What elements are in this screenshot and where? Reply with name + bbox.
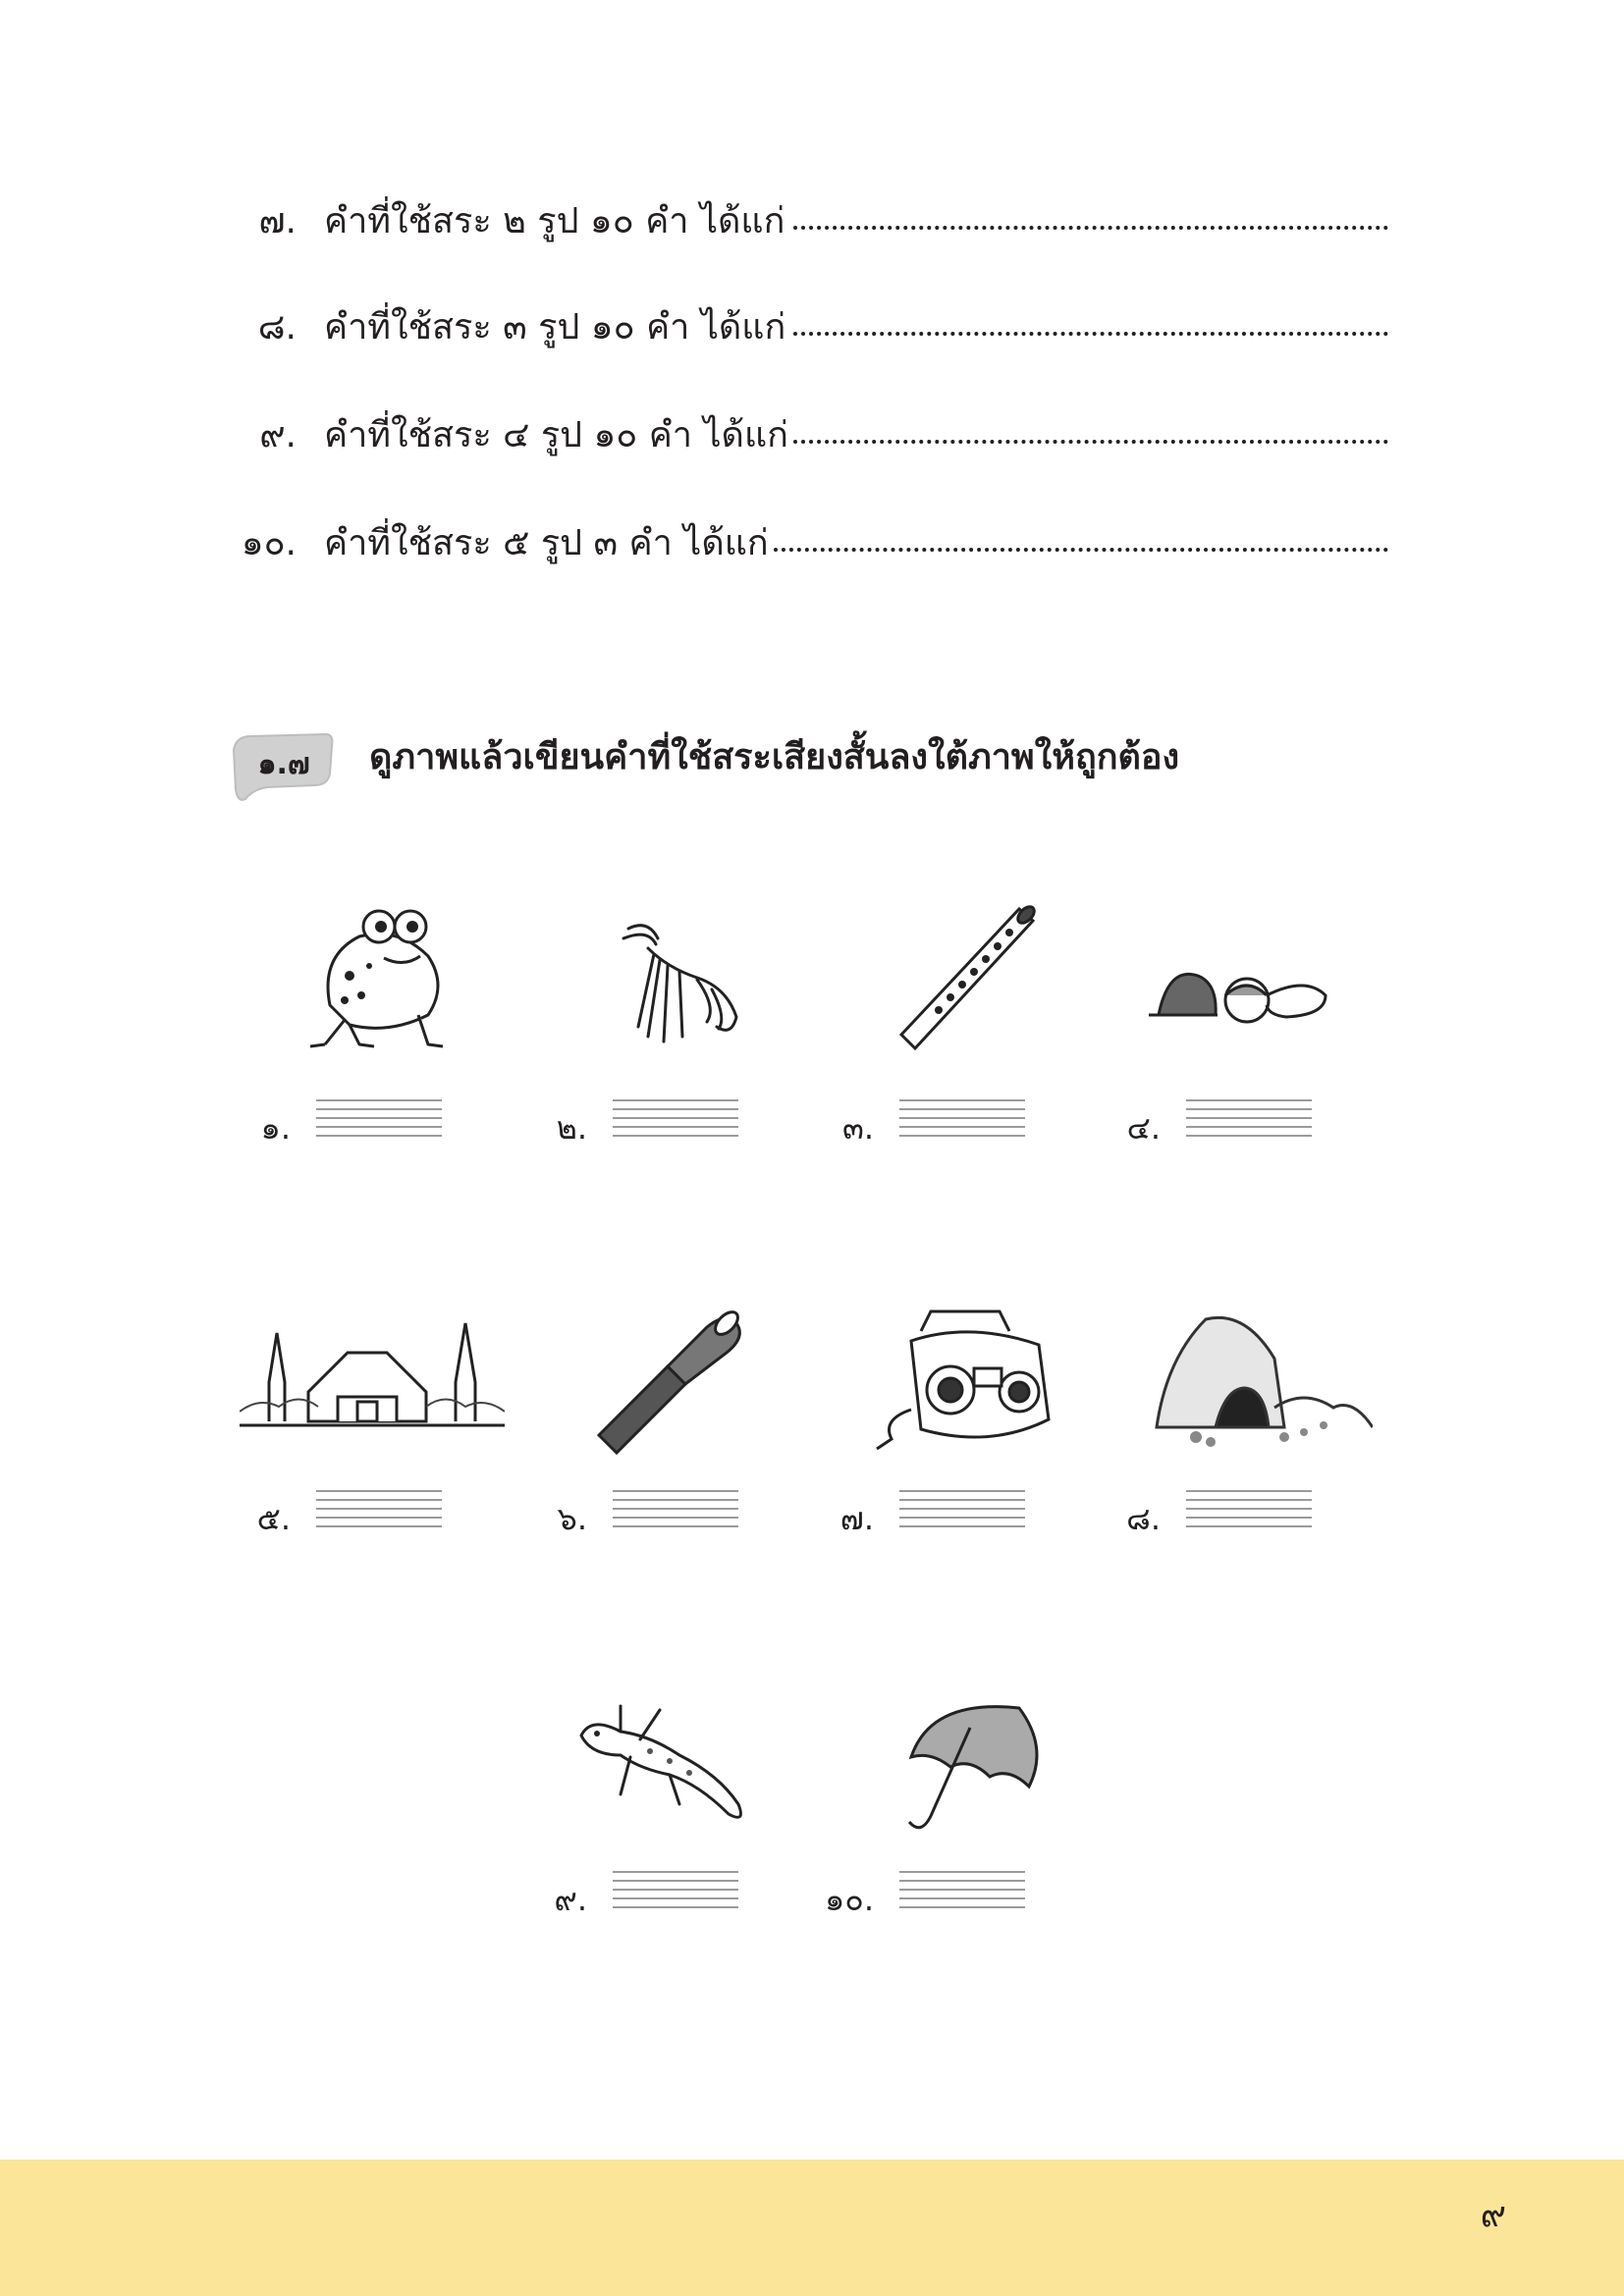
- radio-icon: [872, 1302, 1068, 1459]
- answer-lines[interactable]: [899, 1871, 1025, 1916]
- question-row: [0, 406, 1624, 465]
- item-number: ๑๐.: [824, 1881, 874, 1918]
- answer-lines[interactable]: [1186, 1099, 1312, 1145]
- question-row: [0, 514, 1624, 573]
- question-number: ๙.: [259, 415, 297, 455]
- page-number: ๙: [1480, 2195, 1506, 2235]
- umbrella-icon: [872, 1688, 1068, 1845]
- answer-item: [811, 1490, 1106, 1549]
- answer-item: [524, 1871, 819, 1930]
- question-number: ๗.: [258, 201, 297, 241]
- item-number: ๔.: [1126, 1109, 1161, 1147]
- item-number: ๗.: [839, 1500, 874, 1537]
- answer-item: [524, 1490, 819, 1549]
- question-text: คำที่ใช้สระ ๒ รูป ๑๐ คำ ได้แก่: [324, 201, 785, 241]
- gecko-icon: [571, 1696, 768, 1853]
- answer-item: [524, 1099, 819, 1158]
- question-number: ๘.: [257, 307, 297, 347]
- question-text: คำที่ใช้สระ ๔ รูป ๑๐ คำ ได้แก่: [324, 415, 788, 455]
- answer-dotted-line[interactable]: [793, 226, 1388, 230]
- answer-item: [228, 1490, 522, 1549]
- answer-lines[interactable]: [899, 1099, 1025, 1145]
- answer-item: [1098, 1490, 1392, 1549]
- section-badge: [228, 728, 336, 803]
- question-text: คำที่ใช้สระ ๕ รูป ๓ คำ ได้แก่: [324, 523, 769, 563]
- answer-lines[interactable]: [316, 1490, 442, 1535]
- rice-scoop-icon: [1139, 907, 1335, 1064]
- cave-icon: [1137, 1300, 1373, 1457]
- item-number: ๙.: [554, 1881, 587, 1918]
- answer-lines[interactable]: [899, 1490, 1025, 1535]
- answer-item: [811, 1099, 1106, 1158]
- item-number: ๕.: [256, 1500, 291, 1537]
- item-number: ๑.: [260, 1109, 291, 1147]
- answer-dotted-line[interactable]: [774, 548, 1388, 552]
- question-number: ๑๐.: [241, 523, 297, 563]
- shrimp-icon: [589, 909, 785, 1066]
- answer-item: [811, 1871, 1106, 1930]
- answer-dotted-line[interactable]: [793, 440, 1388, 444]
- answer-lines[interactable]: [613, 1099, 738, 1145]
- item-number: ๘.: [1126, 1500, 1161, 1537]
- answer-lines[interactable]: [316, 1099, 442, 1145]
- frog-icon: [291, 897, 487, 1054]
- question-row: [0, 192, 1624, 251]
- section-title: ดูภาพแล้วเขียนคำที่ใช้สระเสียงสั้นลงใต้ภาพให้ถูกต้อง: [369, 737, 1180, 777]
- answer-dotted-line[interactable]: [793, 332, 1388, 336]
- section-number: ๑.๗: [257, 747, 310, 781]
- item-number: ๖.: [557, 1500, 587, 1537]
- answer-lines[interactable]: [613, 1871, 738, 1916]
- flute-icon: [872, 897, 1068, 1054]
- item-number: ๒.: [556, 1109, 587, 1147]
- question-text: คำที่ใช้สระ ๓ รูป ๑๐ คำ ได้แก่: [324, 307, 786, 347]
- answer-item: [228, 1099, 522, 1158]
- answer-item: [1098, 1099, 1392, 1158]
- footer-band: [0, 2160, 1624, 2296]
- answer-lines[interactable]: [1186, 1490, 1312, 1535]
- question-row: [0, 298, 1624, 357]
- answer-lines[interactable]: [613, 1490, 738, 1535]
- temple-icon: [240, 1304, 505, 1461]
- item-number: ๓.: [841, 1109, 874, 1147]
- chisel-icon: [579, 1298, 776, 1455]
